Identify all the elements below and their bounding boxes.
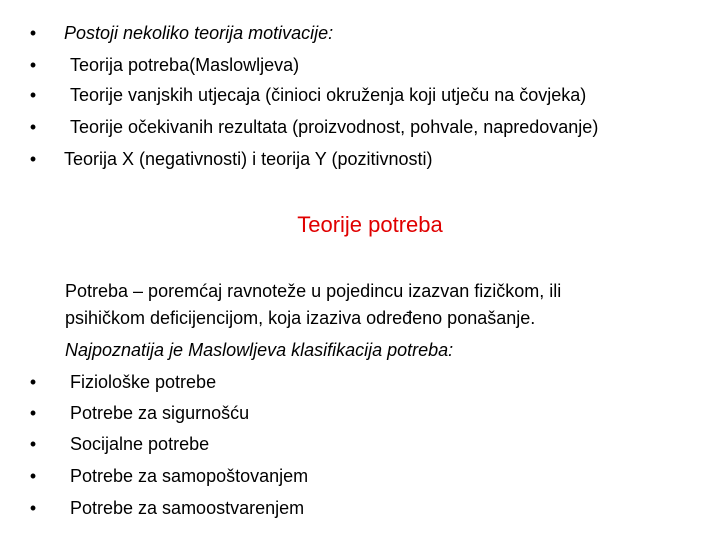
bullet-icon: • [29,85,37,105]
list-item-text: Teorija potreba(Maslowljeva) [70,55,300,75]
bullet-icon: • [29,466,37,486]
bullet-icon: • [29,23,37,43]
list-item-text: Teorije vanjskih utjecaja (činioci okruženja koji utječu na čovjeka) [70,85,587,105]
definition-line: Potreba – poremćaj ravnoteže u pojedincu izazvan fizičkom, ili [65,281,562,301]
bullet-icon: • [29,498,37,518]
bullet-icon: • [29,434,37,454]
list-item-text: Socijalne potrebe [70,434,210,454]
bullet-icon: • [29,403,37,423]
classification-intro: Najpoznatija je Maslowljeva klasifikacija potreba: [65,340,454,360]
section-heading: Teorije potreba [297,212,443,237]
definition-line: psihičkom deficijencijom, koja izaziva određeno ponašanje. [65,308,536,328]
bullet-icon: • [29,372,37,392]
bullet-icon: • [29,149,37,169]
list-item-text: Teorije očekivanih rezultata (proizvodnost, pohvale, napredovanje) [70,117,599,137]
bullet-icon: • [29,117,37,137]
list-item-text: Postoji nekoliko teorija motivacije: [64,23,334,43]
list-item-text: Potrebe za samoostvarenjem [70,498,305,518]
list-item-text: Potrebe za samopoštovanjem [70,466,309,486]
definition-paragraph [65,278,685,364]
bullet-icon: • [29,55,37,75]
list-item-text: Potrebe za sigurnošću [70,403,250,423]
list-item-text: Fiziološke potrebe [70,372,217,392]
list-item-text: Teorija X (negativnosti) i teorija Y (pozitivnosti) [64,149,433,169]
